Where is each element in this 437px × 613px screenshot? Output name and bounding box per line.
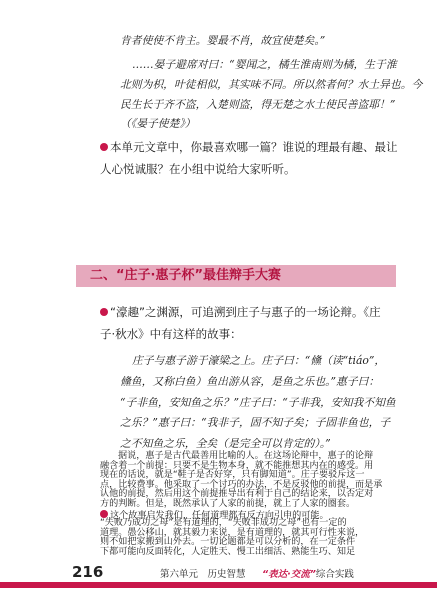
quote-line: 肯者使使不肯主。婴最不肖，故宜使楚矣。” [120, 34, 326, 47]
task-line: 本单元文章中，你最喜欢哪一篇？谁说的理最有趣、最让 [100, 139, 398, 155]
quote-line: ……晏子避席对曰：“婴闻之，橘生淮南则为橘，生于淮 [132, 58, 397, 71]
body-line: 据说，惠子是古代最善用比喻的人。在这场论辩中，惠子的论辩 [118, 451, 374, 461]
task-line: 人心悦诚服？在小组中说给大家听听。 [100, 162, 296, 176]
footer-practice: “表达·交流”综合实践 [262, 569, 354, 580]
body-line: 融含着一个前提：只要不是生物本身，就不能推想其内在的感受。用 [100, 460, 374, 471]
body-line: 认他的前提，然后用这个前提推导出有利于自己的结论来，以否定对 [100, 489, 374, 500]
footer-unit: 第六单元 历史智慧 [160, 569, 246, 580]
quote-line: 民生长于齐不盗，入楚则盗，得无楚之水土使民善盗耶！” [120, 98, 396, 111]
body-line: 点，比较费事。他采取了一个讨巧的办法，不是反驳他的前提，而是承 [100, 479, 383, 490]
bullet-icon [100, 510, 108, 518]
intro-line: 子·秋水》中有这样的故事： [100, 327, 242, 341]
story-line: “子非鱼，安知鱼之乐？”庄子曰：“子非我，安知我不知鱼 [120, 396, 396, 409]
closing-line: 则不如把家搬到山外去。一切论题都是可以分析的，在一定条件 [100, 537, 356, 548]
story-line: 之乐？”惠子曰：“我非子，固不知子矣；子固非鱼也，子 [120, 416, 391, 429]
body-line: 现在的话说，就是“鞋子是否好穿，只有脚知道”。庄子要驳斥这一 [100, 470, 365, 481]
story-line: 庄子与惠子游于濠梁之上。庄子曰：“儵（读“tiáo”， [132, 354, 386, 367]
section-title: 二、“庄子·惠子杯”最佳辩手大赛 [90, 268, 282, 283]
bullet-icon [100, 143, 108, 151]
quote-line: 北则为枳，叶徒相似，其实味不同。所以然者何？水土异也。今 [120, 78, 423, 91]
closing-line: 下都可能向反面转化，人定胜天、慢工出细活、熟能生巧、知足 [100, 547, 356, 557]
body-line: 方的判断。但是，既然承认了人家的前提，就上了人家的圈套。 [100, 499, 356, 509]
quote-line: （《晏子使楚》） [120, 117, 196, 130]
closing-line: 这个故事启发我们，任何道理都有反方向引申的可能。 [100, 510, 329, 522]
bullet-icon [100, 308, 108, 316]
story-line: 之不知鱼之乐，全矣（是完全可以肯定的）。” [120, 437, 331, 450]
intro-line: “濠趣”之渊源，可追溯到庄子与惠子的一场论辩。《庄 [100, 304, 381, 320]
closing-line: “失败乃成功之母”是有道理的，“失败非成功之母”也有一定的 [100, 518, 347, 529]
page-number: 216 [72, 563, 104, 581]
footer-bar [0, 582, 437, 588]
story-line: 儵鱼，又称白鱼）鱼出游从容，是鱼之乐也。”惠子曰： [120, 375, 380, 388]
closing-line: 道理。愚公移山，就其毅力来说，是有道理的，就其可行性来说， [100, 527, 365, 538]
